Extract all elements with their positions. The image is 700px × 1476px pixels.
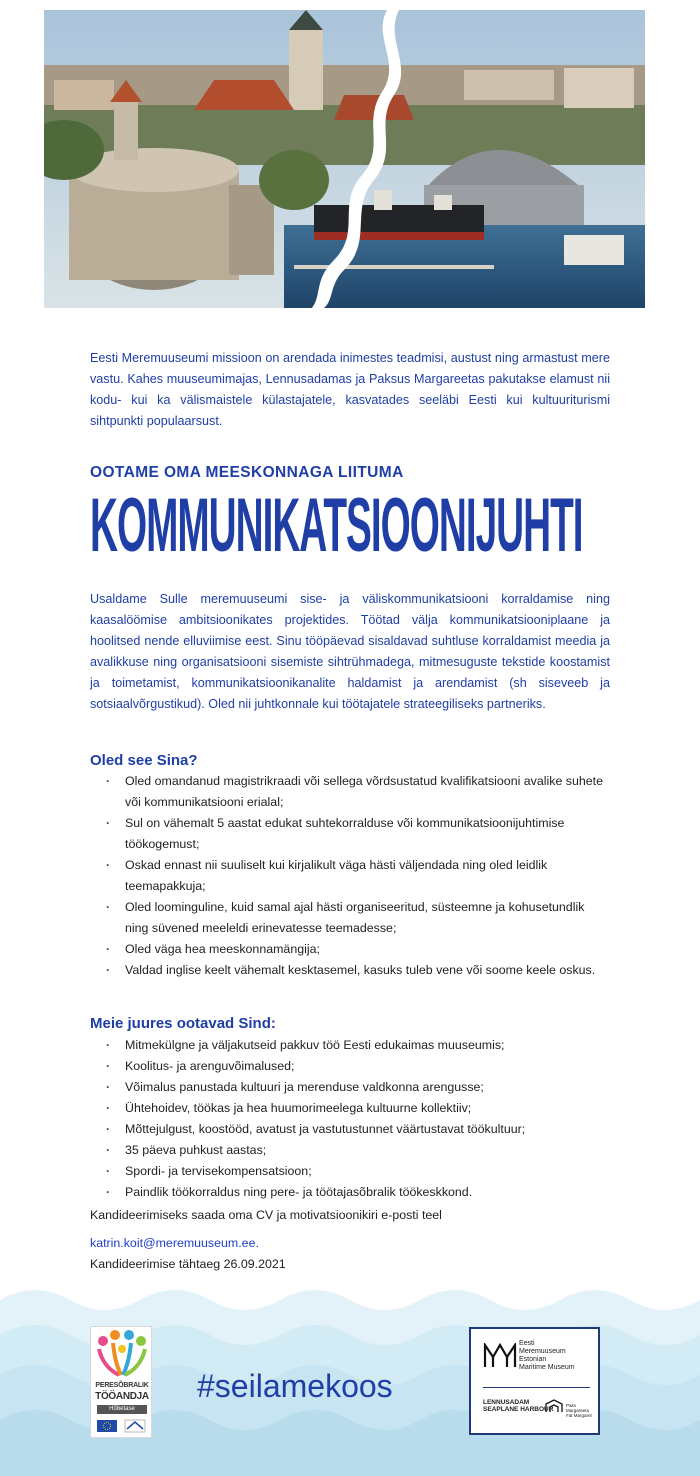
- list-item: · Valdad inglise keelt vähemalt kesktasemel, kasuks tuleb vene või soome keele oskus.: [106, 960, 606, 981]
- hero-illustration: [44, 10, 645, 308]
- list-item: · 35 päeva puhkust aastas;: [106, 1140, 606, 1161]
- list-item: · Koolitus- ja arenguvõimalused;: [106, 1056, 606, 1077]
- museum-mark-icon: [483, 1343, 517, 1369]
- list-item: · Sul on vähemalt 5 aastat edukat suhtekorralduse või kommunikatsioonijuhtimise töökogemust;: [106, 813, 606, 855]
- list-item: · Mõttejulgust, koostööd, avatust ja vastutustunnet väärtustavat töökultuur;: [106, 1119, 606, 1140]
- fat-margaret-icon: [545, 1399, 563, 1413]
- badge-line-1: PERESÕBRALIK: [95, 1382, 149, 1389]
- museum-logo: [469, 1327, 600, 1435]
- list-item: · Spordi- ja tervisekompensatsioon;: [106, 1161, 606, 1182]
- family-people-icon: [91, 1327, 153, 1381]
- fat-margaret-logo: Paks Margareeta Fat Margaret: [566, 1403, 592, 1418]
- list-item: · Oskad ennast nii suuliselt kui kirjalikult väga hästi väljendada ning oled leidlik teemapakkuja;: [106, 855, 606, 897]
- deadline-text: Kandideerimise tähtaeg 26.09.2021: [90, 1257, 286, 1271]
- list-item: · Mitmekülgne ja väljakutseid pakkuv töö Eesti edukaimas muuseumis;: [106, 1035, 606, 1056]
- hashtag: #seilamekoos: [197, 1368, 393, 1404]
- list-item: · Ühtehoidev, töökas ja hea huumorimeelega kultuurne kollektiiv;: [106, 1098, 606, 1119]
- badge-line-2: TÖÖANDJA: [95, 1391, 149, 1402]
- offers-list: [106, 1035, 606, 1203]
- job-title-headline: KOMMUNIKATSIOONIJUHTI: [90, 483, 583, 568]
- seaplane-harbour-logo: LENNUSADAM SEAPLANE HARBOUR: [483, 1399, 554, 1413]
- museum-name: Eesti Meremuuseum Estonian Maritime Museum: [519, 1340, 575, 1371]
- list-item: · Oled loominguline, kuid samal ajal hästi organiseeritud, süsteemne ja kohusetundlik ning süvened meeleldi erinevatesse teemadesse;: [106, 897, 606, 939]
- intro-paragraph: Eesti Meremuuseumi missioon on arendada inimestes teadmisi, austust ning armastust mere vastu. Kahes muuseumimajas, Lennusadamas ja Paksus Margareetas pakutakse elamust nii kodu- kui ka välismaistele külastajatele, kasvatades seeläbi Eesti kui kultuuriturismi sihtpunkti populaarsust.: [90, 351, 610, 428]
- apply-instructions: Kandideerimiseks saada oma CV ja motivatsioonikiri e-posti teel: [90, 1208, 442, 1222]
- job-description: Usaldame Sulle meremuuseumi sise- ja väliskommunikatsiooni korraldamise ning kaasalöömise ambitsioonikates projektides. Töötad välja kommunikatsiooniplaane ja hoolitsed nende elluviimise eest. Sinu tööpäevad sisaldavad suhtluse korraldamist meedia ja avalikkuse ning organisatsiooni sisemiste sihtrühmadega, mitmesuguste tekstide koostamist ja toimetamist, kommunikatsioonikanalite haldamist ja arendamist (sh siseveeb ja sotsiaalvõrgustikud). Oled nii juhtkonnale kui töötajatele strateegiliseks partneriks.: [90, 592, 610, 711]
- divider: [483, 1387, 590, 1388]
- badge-line-3: Hõbetase: [97, 1405, 147, 1414]
- list-item: · Oled omandanud magistrikraadi või sellega võrdsustatud kvalifikatsiooni avalike suhete või kommunikatsiooni erialal;: [106, 771, 606, 813]
- list-item: · Oled väga hea meeskonnamängija;: [106, 939, 606, 960]
- requirements-title: Oled see Sina?: [90, 752, 198, 769]
- email-link[interactable]: katrin.koit@meremuuseum.ee.: [90, 1236, 259, 1250]
- requirements-list: [106, 771, 606, 981]
- list-item: · Võimalus panustada kultuuri ja merenduse valdkonna arengusse;: [106, 1077, 606, 1098]
- eu-flag-icon: [97, 1419, 147, 1433]
- eyebrow-heading: OOTAME OMA MEESKONNAGA LIITUMA: [90, 464, 404, 481]
- hero-photo: [44, 10, 645, 308]
- offers-title: Meie juures ootavad Sind:: [90, 1015, 276, 1032]
- family-friendly-employer-badge: [90, 1326, 152, 1438]
- list-item: · Paindlik töökorraldus ning pere- ja töötajasõbralik töökeskkond.: [106, 1182, 606, 1203]
